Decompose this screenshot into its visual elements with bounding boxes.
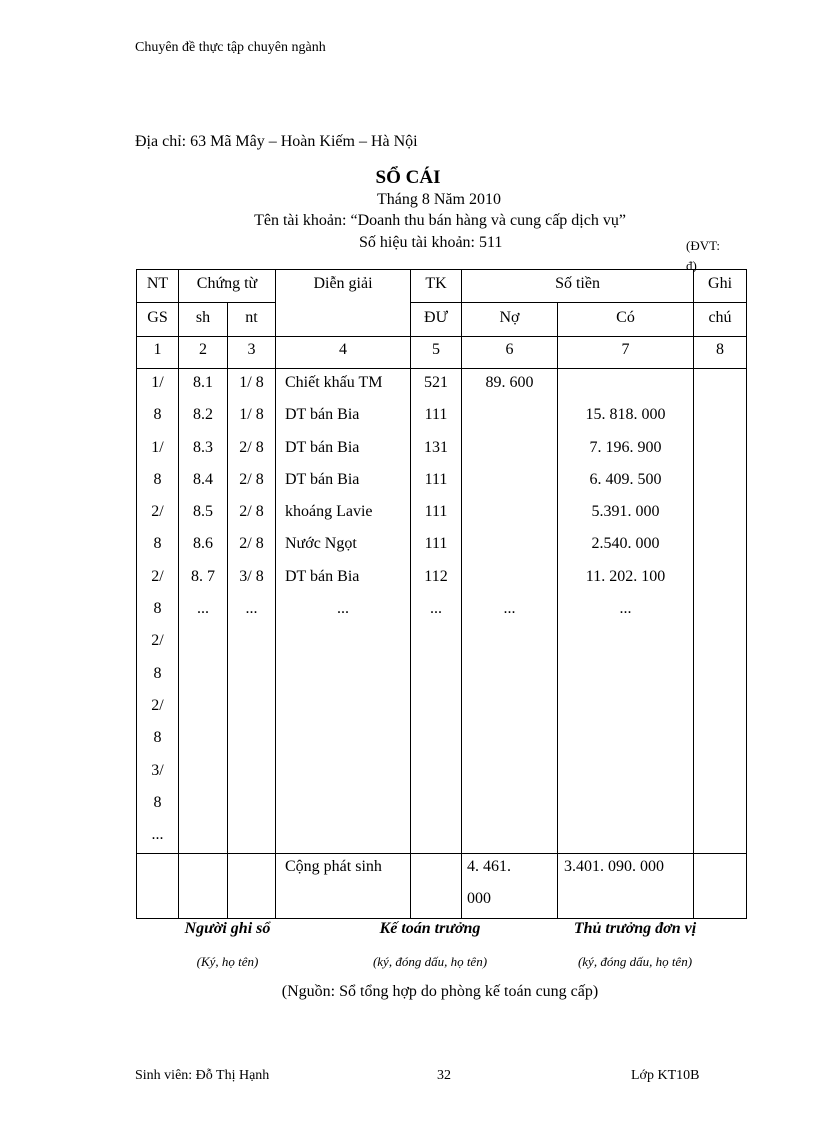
co-value: 7. 196. 900 xyxy=(589,438,662,456)
ntgs-line: 8 xyxy=(153,535,162,553)
sh-value: 8. 7 xyxy=(191,567,215,585)
no-value xyxy=(462,401,557,433)
signature-recorder-note: (Ký, họ tên) xyxy=(196,954,259,969)
tk-value: 111 xyxy=(424,535,448,553)
ntgs-line: 8 xyxy=(153,406,162,424)
nt-value: ... xyxy=(245,600,258,618)
dien-giai-value: DT bán Bia xyxy=(285,567,360,585)
ntgs-line: 2/ xyxy=(151,632,164,650)
col-header-co: Có xyxy=(558,303,694,337)
col-header-ghi: Ghi xyxy=(694,270,747,303)
total-co: 3.401. 090. 000 xyxy=(558,854,694,919)
co-cell xyxy=(558,369,694,854)
account-number: Số hiệu tài khoản: 511 xyxy=(359,234,503,251)
col-header-sh: sh xyxy=(179,303,228,337)
co-value: 15. 818. 000 xyxy=(585,406,666,424)
tk-value: 521 xyxy=(424,374,448,391)
col-header-nt-date: nt xyxy=(228,303,276,337)
source-note: (Nguồn: Sổ tổng hợp do phòng kế toán cung cấp) xyxy=(281,983,599,1000)
ntgs-line: 1/ xyxy=(151,438,164,456)
no-value xyxy=(462,563,557,595)
index-cell: 5 xyxy=(411,337,462,369)
signature-director-note: (ký, đóng dấu, họ tên) xyxy=(577,954,693,969)
col-header-nt: NT xyxy=(137,270,179,303)
total-no-line2: 000 xyxy=(467,890,491,908)
signature-recorder: Người ghi sổ xyxy=(184,920,271,937)
tk-cell xyxy=(411,369,462,854)
ledger-table xyxy=(136,269,747,919)
no-value: ... xyxy=(503,600,516,618)
dien-giai-cell xyxy=(276,369,411,854)
dien-giai-value: DT bán Bia xyxy=(285,438,360,456)
col-header-chung-tu: Chứng từ xyxy=(179,270,276,303)
footer-class: Lớp KT10B xyxy=(631,1068,700,1083)
co-value: 6. 409. 500 xyxy=(589,470,662,488)
index-cell: 7 xyxy=(558,337,694,369)
ntgs-line: ... xyxy=(151,826,164,844)
col-header-no: Nợ xyxy=(462,303,558,337)
col-header-gs: GS xyxy=(137,303,179,337)
ntgs-line: 2/ xyxy=(151,503,164,521)
dien-giai-value: ... xyxy=(337,600,349,618)
signature-chief-accountant-note: (ký, đóng dấu, họ tên) xyxy=(372,954,488,969)
co-value: 2.540. 000 xyxy=(591,535,660,553)
ntgs-line: 2/ xyxy=(151,696,164,714)
total-empty-cell xyxy=(228,854,276,919)
total-empty-cell xyxy=(179,854,228,919)
total-no-line1: 4. 461. xyxy=(467,858,511,876)
nt-value: 3/ 8 xyxy=(239,567,264,585)
nt-value: 2/ 8 xyxy=(239,503,264,521)
total-no-cell xyxy=(462,854,558,919)
ntgs-line: 1/ xyxy=(151,374,164,391)
ntgs-line: 3/ xyxy=(151,761,164,779)
footer-student: Sinh viên: Đỗ Thị Hạnh xyxy=(135,1068,270,1083)
ntgs-line: 8 xyxy=(153,664,162,682)
ntgs-cell xyxy=(137,369,179,854)
sh-value: 8.1 xyxy=(193,374,213,391)
col-header-chu: chú xyxy=(694,303,747,337)
nt-value: 1/ 8 xyxy=(239,374,264,391)
sh-value: 8.3 xyxy=(193,438,213,456)
nt-value: 2/ 8 xyxy=(239,438,264,456)
sh-value: 8.4 xyxy=(193,470,213,488)
index-cell: 4 xyxy=(276,337,411,369)
dien-giai-value: DT bán Bia xyxy=(285,406,360,424)
sh-value: ... xyxy=(197,600,209,618)
nt-cell xyxy=(228,369,276,854)
index-cell: 6 xyxy=(462,337,558,369)
index-cell: 3 xyxy=(228,337,276,369)
col-header-tk: TK xyxy=(411,270,462,303)
sh-value: 8.2 xyxy=(193,406,213,424)
dien-giai-value: Nước Ngọt xyxy=(285,535,357,553)
footer-page-number: 32 xyxy=(437,1068,451,1083)
no-value xyxy=(462,434,557,466)
nt-value: 2/ 8 xyxy=(239,470,264,488)
nt-value: 2/ 8 xyxy=(239,535,264,553)
col-header-so-tien: Số tiền xyxy=(462,270,694,303)
index-cell: 1 xyxy=(137,337,179,369)
co-value: 5.391. 000 xyxy=(591,503,660,521)
sh-value: 8.5 xyxy=(193,503,213,521)
ntgs-line: 8 xyxy=(153,470,162,488)
col-header-dien-giai: Diễn giải xyxy=(276,270,411,337)
sh-value: 8.6 xyxy=(193,535,213,553)
index-cell: 8 xyxy=(694,337,747,369)
tk-value: 111 xyxy=(424,503,448,521)
no-value xyxy=(462,530,557,562)
no-value xyxy=(462,466,557,498)
signature-director: Thủ trưởng đơn vị xyxy=(573,920,697,937)
ntgs-line: 8 xyxy=(153,793,162,811)
currency-unit: (ĐVT: đ) xyxy=(686,238,721,273)
dien-giai-value: khoáng Lavie xyxy=(285,503,373,521)
total-empty-cell xyxy=(411,854,462,919)
tk-value: 111 xyxy=(424,470,448,488)
no-value: 89. 600 xyxy=(485,374,534,391)
no-cell xyxy=(462,369,558,854)
ntgs-line: 8 xyxy=(153,729,162,747)
dien-giai-value: Chiết khấu TM xyxy=(285,374,383,391)
no-value xyxy=(462,498,557,530)
sh-cell xyxy=(179,369,228,854)
dien-giai-value: DT bán Bia xyxy=(285,470,360,488)
tk-value: 112 xyxy=(424,567,448,585)
col-header-du: ĐƯ xyxy=(411,303,462,337)
ghi-chu-cell xyxy=(694,369,747,854)
account-name: Tên tài khoản: “Doanh thu bán hàng và cung cấp dịch vụ” xyxy=(254,212,626,229)
company-address: Địa chỉ: 63 Mã Mây – Hoàn Kiếm – Hà Nội xyxy=(135,133,418,150)
total-empty-cell xyxy=(694,854,747,919)
tk-value: 131 xyxy=(424,438,448,456)
nt-value: 1/ 8 xyxy=(239,406,264,424)
ledger-period: Tháng 8 Năm 2010 xyxy=(377,191,501,208)
tk-value: ... xyxy=(430,600,442,618)
running-header: Chuyên đề thực tập chuyên ngành xyxy=(135,40,326,55)
total-empty-cell xyxy=(137,854,179,919)
ntgs-line: 8 xyxy=(153,600,162,618)
signature-chief-accountant: Kế toán trưởng xyxy=(379,920,481,937)
ntgs-line: 2/ xyxy=(151,567,164,585)
co-value xyxy=(558,369,693,401)
co-value: 11. 202. 100 xyxy=(585,567,666,585)
co-value: ... xyxy=(619,600,632,618)
tk-value: 111 xyxy=(424,406,448,424)
ledger-title: SỔ CÁI xyxy=(375,167,441,188)
total-label: Cộng phát sinh xyxy=(276,854,411,919)
index-cell: 2 xyxy=(179,337,228,369)
